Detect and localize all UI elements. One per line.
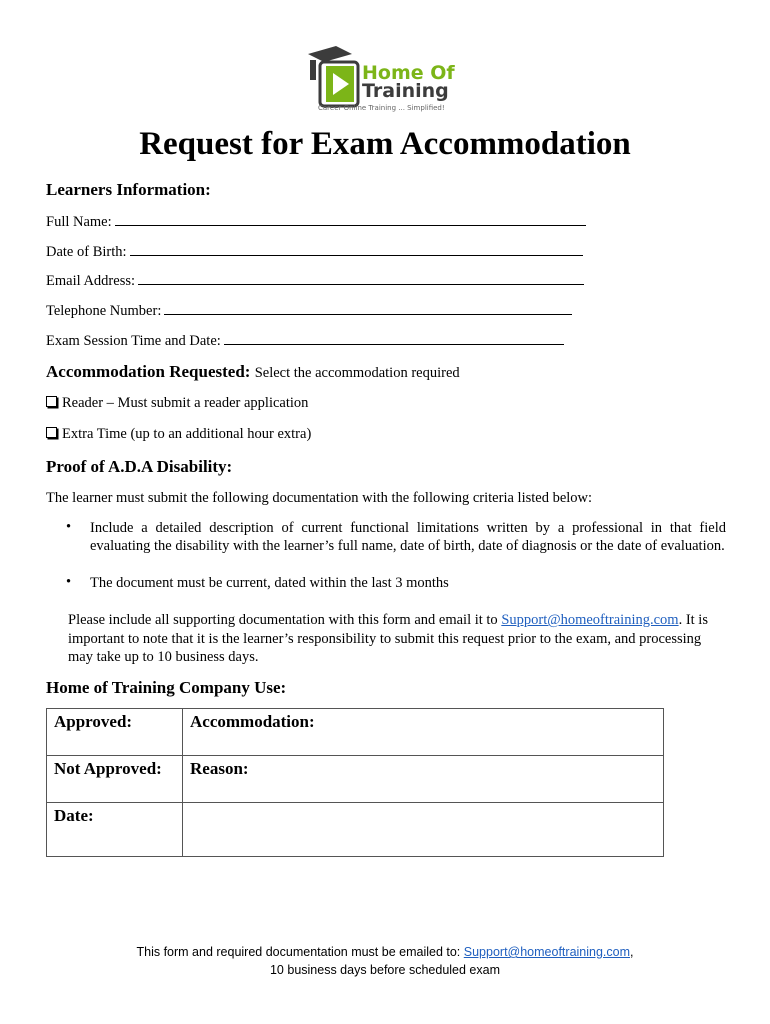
- home-of-training-logo: [300, 42, 480, 114]
- extra-time-option[interactable]: [46, 426, 311, 443]
- logo-tagline: Career Online Training ... Simplified!: [318, 104, 445, 112]
- date-of-birth-blank[interactable]: [130, 243, 583, 256]
- accommodation-subheading: Select the accommodation required: [254, 365, 460, 381]
- telephone-number-label: Telephone Number:: [46, 303, 162, 319]
- proof-note-text-end: . It is important to note that it is the learner’s responsibility to submit this request prior to the exam, and processing may take up to 10 business days.: [68, 612, 708, 665]
- footer-email-link[interactable]: Support@homeoftraining.com: [463, 945, 631, 959]
- footer-text: This form and required documentation must be emailed to:: [136, 945, 464, 959]
- company-use-heading: Home of Training Company Use:: [46, 678, 287, 697]
- accommodation-heading-row: [46, 362, 460, 382]
- exam-session-field[interactable]: [46, 332, 564, 350]
- proof-note-text: Please include all supporting documentation with this form and email it to: [68, 612, 502, 628]
- table-row: [47, 803, 664, 857]
- accommodation-cell[interactable]: Accommodation:: [183, 709, 664, 756]
- email-address-field[interactable]: [46, 272, 584, 290]
- not-approved-cell[interactable]: Not Approved:: [47, 756, 183, 803]
- logo-name-line2: Training: [362, 80, 449, 102]
- reader-option[interactable]: [46, 395, 308, 412]
- reader-checkbox[interactable]: [46, 396, 57, 407]
- telephone-number-blank[interactable]: [164, 302, 572, 315]
- company-use-table: [46, 708, 664, 857]
- reason-cell[interactable]: Reason:: [183, 756, 664, 803]
- full-name-blank[interactable]: [115, 213, 586, 226]
- full-name-label: Full Name:: [46, 214, 112, 230]
- bullet-icon: •: [66, 519, 72, 535]
- proof-bullet-1: Include a detailed description of current functional limitations written by a professional in that field evaluating the disability with the learner’s full name, date of birth, date of diagnosis or the date of evaluation.: [90, 520, 726, 554]
- proof-bullet-2: The document must be current, dated within the last 3 months: [90, 575, 449, 591]
- footer: [0, 943, 770, 979]
- date-value-cell[interactable]: [183, 803, 664, 857]
- approved-cell[interactable]: Approved:: [47, 709, 183, 756]
- table-row: [47, 709, 664, 756]
- proof-note: [68, 611, 726, 667]
- email-address-blank[interactable]: [138, 272, 584, 285]
- reader-option-label: Reader – Must submit a reader application: [62, 395, 309, 411]
- email-address-label: Email Address:: [46, 273, 136, 289]
- exam-session-label: Exam Session Time and Date:: [46, 333, 221, 349]
- exam-session-blank[interactable]: [224, 332, 564, 345]
- logo-name-line1: Home Of: [362, 62, 455, 84]
- extra-time-option-label: Extra Time (up to an additional hour extra): [62, 426, 312, 442]
- footer-line-1: [0, 943, 770, 961]
- learners-heading: Learners Information:: [46, 180, 211, 199]
- date-of-birth-label: Date of Birth:: [46, 244, 127, 260]
- extra-time-checkbox[interactable]: [46, 427, 57, 438]
- date-cell[interactable]: Date:: [47, 803, 183, 857]
- footer-comma: ,: [630, 945, 634, 959]
- full-name-field[interactable]: [46, 213, 586, 231]
- table-row: [47, 756, 664, 803]
- accommodation-heading: Accommodation Requested:: [46, 362, 251, 381]
- support-email-link[interactable]: Support@homeoftraining.com: [501, 612, 679, 628]
- page-title: Request for Exam Accommodation: [139, 126, 631, 162]
- footer-line-2: 10 business days before scheduled exam: [269, 963, 500, 977]
- telephone-number-field[interactable]: [46, 302, 572, 320]
- bullet-icon: •: [66, 574, 72, 590]
- proof-heading: Proof of A.D.A Disability:: [46, 457, 233, 476]
- date-of-birth-field[interactable]: [46, 243, 583, 261]
- proof-intro: The learner must submit the following documentation with the following criteria listed below:: [46, 490, 593, 506]
